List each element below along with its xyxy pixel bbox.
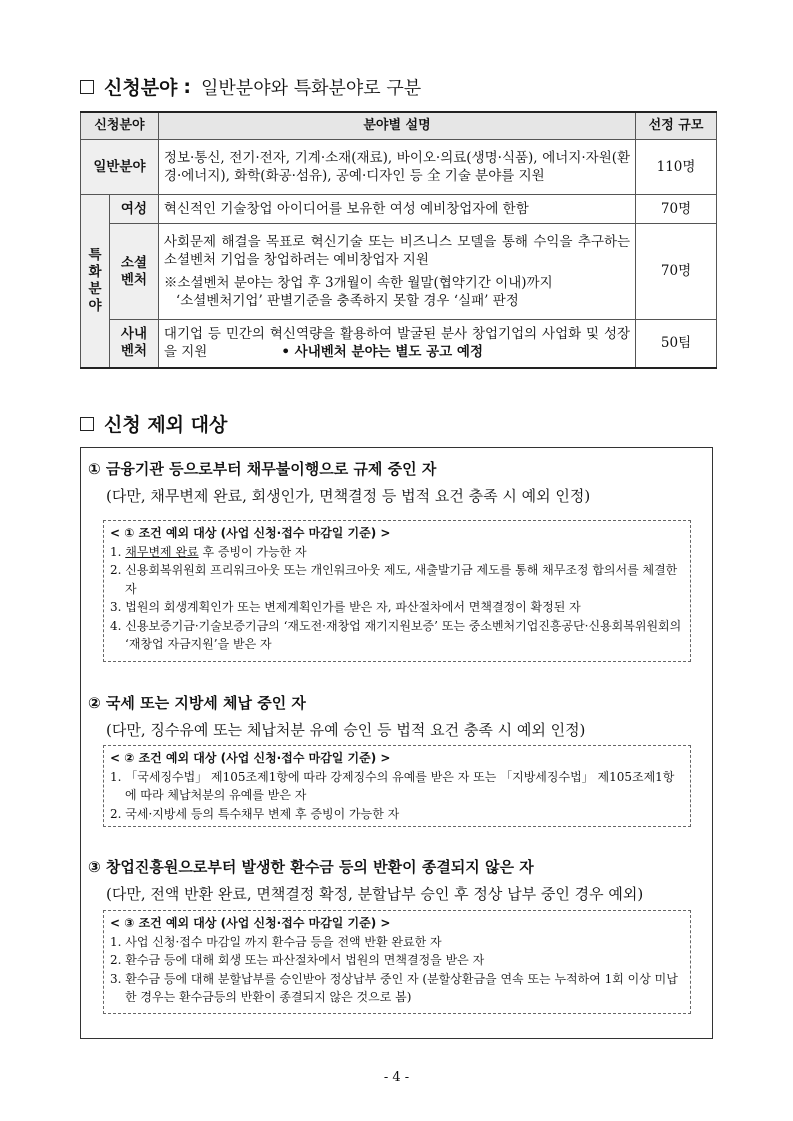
checkbox-square-icon [80, 417, 94, 431]
exclusion-item-2 [88, 692, 585, 740]
condition-box-3 [103, 910, 691, 1014]
section-colon: : [183, 75, 192, 98]
social-desc: 사회문제 해결을 목표로 혁신기술 또는 비즈니스 모델을 통해 수익을 추구하는 소셜벤처 기업을 창업하려는 예비창업자 지원 [163, 234, 631, 269]
cond-post: 후 증빙이 가능한 자 [198, 544, 307, 559]
condition-item: 2. 국세·지방세 등의 특수채무 변제 후 증빙이 가능한 자 [110, 806, 400, 821]
special-char: 화 [88, 263, 102, 280]
inhouse-bold-note: • 사내벤처 분야는 별도 공고 예정 [281, 344, 484, 361]
general-label: 일반분야 [81, 140, 159, 195]
inhouse-desc-cell [158, 320, 635, 368]
inhouse-label-1: 사내 [120, 326, 147, 343]
exclusion-item-1 [88, 458, 590, 506]
inhouse-label [109, 320, 158, 368]
condition-item: 1. 「국세징수법」 제105조제1항에 따라 강제징수의 유예를 받은 자 또는 「지방세징수법」 제105조제1항에 따라 체납처분의 유예를 받은 자 [110, 769, 675, 802]
condition-item: 3. 환수금 등에 대해 분할납부를 승인받아 정상납부 중인 자 (분할상환금을 연속 또는 누적하여 1회 이상 미납한 경우는 환수금등의 반환이 종결되지 않은 것으로 봄) [110, 971, 678, 1004]
condition-box-2 [103, 745, 691, 827]
application-field-table [80, 111, 717, 369]
social-desc-cell [158, 224, 635, 320]
women-label: 여성 [109, 195, 158, 224]
section-heading-application-field [80, 73, 421, 100]
header-description: 분야별 설명 [158, 112, 635, 140]
inhouse-size: 50팀 [636, 320, 717, 368]
header-field: 신청분야 [81, 112, 159, 140]
condition-item: 3. 법원의 회생계획인가 또는 변제계획인가를 받은 자, 파산절차에서 면책결정이 확정된 자 [110, 600, 581, 614]
section-title: 신청 제외 대상 [104, 414, 228, 436]
exclusion-heading: ③ 창업진흥원으로부터 발생한 환수금 등의 반환이 종결되지 않은 자 [88, 858, 534, 876]
exclusion-item-3 [88, 856, 643, 904]
condition-item: 2. 신용회복위원회 프리워크아웃 또는 개인워크아웃 제도, 새출발기금 제도를 통해 채무조정 합의서를 체결한 자 [110, 563, 678, 596]
condition-title: < ③ 조건 예외 대상 (사업 신청·접수 마감일 기준) > [110, 916, 391, 930]
special-char: 분 [88, 280, 102, 297]
inhouse-label-2: 벤처 [120, 343, 147, 360]
special-char: 야 [88, 297, 102, 314]
section-heading-exclusion [80, 410, 227, 437]
condition-title: < ① 조건 예외 대상 (사업 신청·접수 마감일 기준) > [110, 526, 391, 540]
condition-title: < ② 조건 예외 대상 (사업 신청·접수 마감일 기준) > [110, 751, 391, 765]
exclusion-heading: ① 금융기관 등으로부터 채무불이행으로 규제 중인 자 [88, 460, 437, 478]
table-row-social [81, 224, 717, 320]
condition-box-1 [103, 520, 691, 662]
special-field-label [81, 195, 110, 368]
table-row-women [81, 195, 717, 224]
inhouse-desc: 대기업 등 민간의 혁신역량을 활용하여 발굴된 분사 창업기업의 사업화 및 성장을 지원 [163, 326, 631, 361]
general-size: 110명 [636, 140, 717, 195]
condition-item: 1. 사업 신청·접수 마감일 까지 환수금 등을 전액 반환 완료한 자 [110, 934, 442, 949]
condition-item: 4. 신용보증기금·기술보증기금의 ‘재도전·재창업 재기지원보증’ 또는 중소벤처기업진흥공단·신용회복위원회의 ‘재창업 자금지원’을 받은 자 [110, 618, 682, 651]
social-note-2: ‘소셜벤처기업’ 판별기준을 충족하지 못할 경우 ‘실패’ 판정 [175, 292, 519, 309]
cond-pre: 1. [110, 544, 126, 559]
table-row-general [81, 140, 717, 195]
social-note-1: ※소셜벤처 분야는 창업 후 3개월이 속한 월말(협약기간 이내)까지 [163, 274, 553, 291]
condition-item [110, 543, 682, 562]
header-size: 선정 규모 [636, 112, 717, 140]
general-desc: 정보·통신, 전기·전자, 기계·소재(재료), 바이오·의료(생명·식품), 에너지·자원(환경·에너지), 화학(화공·섬유), 공예·디자인 등 全 기술 분야를 지원 [158, 140, 635, 195]
section-title: 신청분야 [104, 77, 178, 99]
social-label-2: 벤처 [120, 271, 147, 288]
special-char: 특 [88, 247, 102, 263]
exclusion-sub: (다만, 전액 반환 완료, 면책결정 확정, 분할납부 승인 후 정상 납부 중인 경우 예외) [106, 885, 644, 903]
page-number: - 4 - [383, 1070, 410, 1085]
women-desc: 혁신적인 기술창업 아이디어를 보유한 여성 예비창업자에 한함 [158, 195, 635, 224]
women-size: 70명 [636, 195, 717, 224]
section-subtitle: 일반분야와 특화분야로 구분 [201, 77, 422, 99]
condition-item: 2. 환수금 등에 대해 회생 또는 파산절차에서 법원의 면책결정을 받은 자 [110, 953, 485, 967]
checkbox-square-icon [80, 80, 94, 94]
social-label-1: 소셜 [120, 254, 147, 271]
social-size: 70명 [636, 224, 717, 320]
cond-underline: 채무변제 완료 [125, 544, 199, 559]
table-header-row [81, 112, 717, 140]
exclusion-sub: (다만, 채무변제 완료, 회생인가, 면책결정 등 법적 요건 충족 시 예외 인정) [106, 487, 591, 505]
table-row-inhouse [81, 320, 717, 368]
exclusion-heading: ② 국세 또는 지방세 체납 중인 자 [88, 694, 306, 712]
exclusion-sub: (다만, 징수유예 또는 체납처분 유예 승인 등 법적 요건 충족 시 예외 인정) [106, 721, 586, 739]
social-label [109, 224, 158, 320]
